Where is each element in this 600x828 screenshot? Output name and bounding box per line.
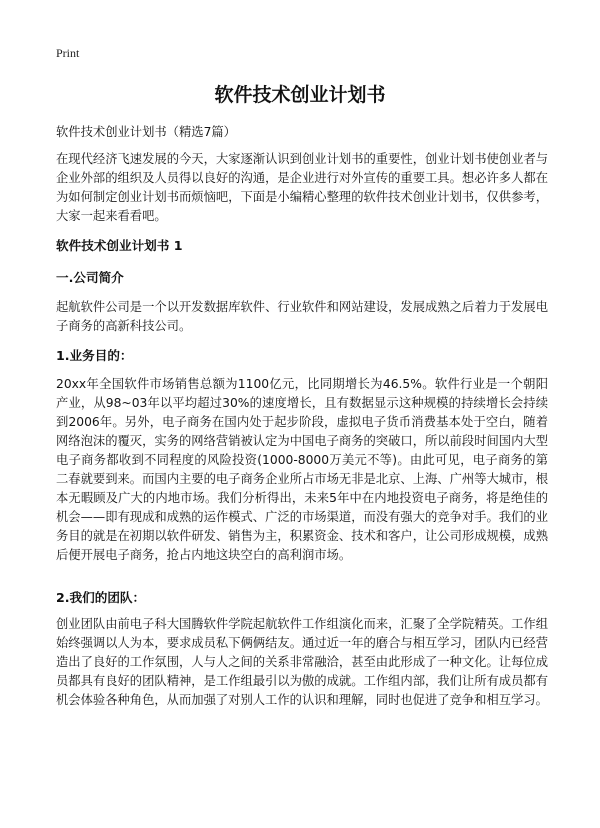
page-title: 软件技术创业计划书 [214, 84, 386, 106]
company-heading: 一.公司简介 [56, 270, 124, 285]
intro-paragraph: 在现代经济飞速发展的今天，大家逐渐认识到创业计划书的重要性，创业计划书使创业者与企业外部的组织及人员得以良好的沟通，是企业进行对外宣传的重要工具。想必许多人都在为如何制定创业计划书而烦恼吧，下面是小编精心整理的软件技术创业计划书，仅供参考，大家一起来看看吧。 [56, 152, 548, 223]
team-paragraph: 创业团队由前电子科大国腾软件学院起航软件工作组演化而来，汇聚了全学院精英。工作组始终强调以人为本，要求成员私下俩俩结友。通过近一年的磨合与相互学习，团队内已经营造出了良好的工作氛围，人与人之间的关系非常融洽，甚至由此形成了一种文化。让每位成员都具有良好的团队精神，是工作组最引以为傲的成就。工作组内部，我们让所有成员都有机会体验各种角色，从而加强了对别人工作的认识和理解，同时也促进了竞争和相互学习。 [56, 617, 548, 707]
document-subtitle: 软件技术创业计划书（精选7篇） [56, 125, 236, 139]
team-heading: 2.我们的团队： [56, 590, 146, 605]
goal-paragraph: 20xx年全国软件市场销售总额为1100亿元，比同期增长为46.5%。软件行业是一个朝阳产业，从98~03年以平均超过30%的速度增长，且有数据显示这种规模的持续增长会持续到2006年。另外，电子商务在国内处于起步阶段，虚拟电子货币消费基本处于空白，随着网络泡沫的覆灭，实务的网络营销被认定为中国电子商务的突破口，所以前段时间国内大型电子商务都收到不同程度的风险投资(1000-8000万美元不等)。由此可见，电子商务的第二春就要到来。而国内主要的电子商务企业所占市场无非是北京、上海、广州等大城市，根本无暇顾及广大的内地市场。我们分析得出，未来5年中在内地投资电子商务，将是绝佳的机会——即有现成和成熟的运作模式、广泛的市场渠道，而没有强大的竞争对手。我们的业务目的就是在初期以软件研发、销售为主，积累资金、技术和客户，让公司形成规模，成熟后便开展电子商务，抢占内地这块空白的高利润市场。 [56, 377, 548, 562]
section-heading: 软件技术创业计划书 1 [56, 238, 183, 253]
goal-heading: 1.业务目的： [56, 348, 133, 363]
company-paragraph: 起航软件公司是一个以开发数据库软件、行业软件和网站建设，发展成熟之后着力于发展电子商务的高新科技公司。 [56, 300, 548, 333]
print-link[interactable]: Print [56, 46, 80, 60]
